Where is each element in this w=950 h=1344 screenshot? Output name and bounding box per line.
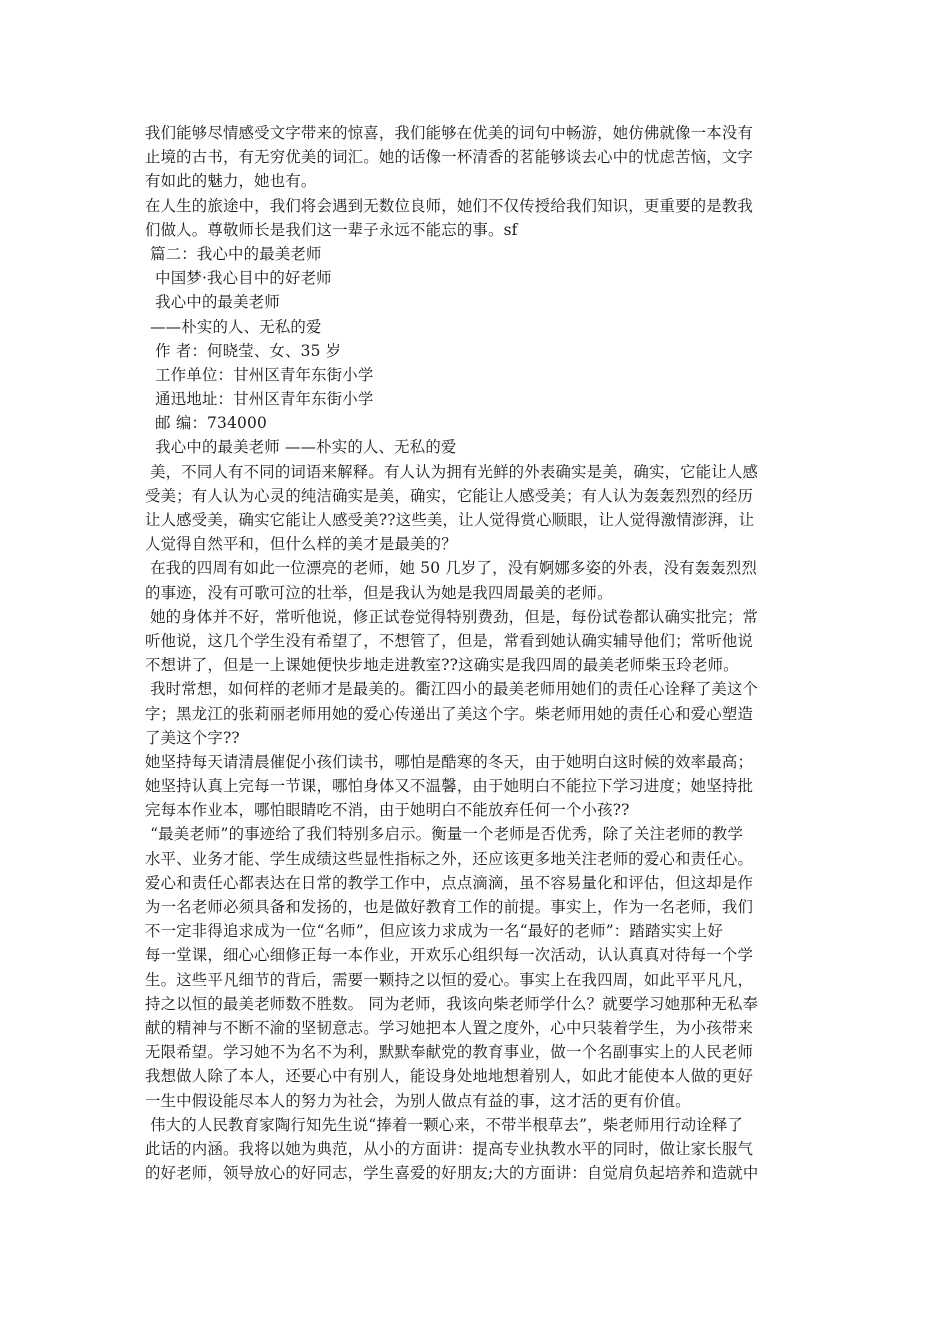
text-line: 中国梦·我心目中的好老师	[145, 269, 332, 288]
text-line: 她坚持每天请清晨催促小孩们读书，哪怕是酷寒的冬天，由于她明白这时候的效率最高；	[145, 752, 754, 771]
text-line: 她坚持认真上完每一节课，哪怕身体又不温馨，由于她明白不能拉下学习进度；她坚持批	[145, 777, 754, 796]
text-line: 不想讲了，但是一上课她便快步地走进教室??这确实是我四周的最美老师柴玉玲老师。	[145, 656, 739, 675]
text-line: 一生中假设能尽本人的努力为社会，为别人做点有益的事，这才活的更有价值。	[145, 1091, 691, 1110]
text-line: 在人生的旅途中，我们将会遇到无数位良师，她们不仅传授给我们知识，更重要的是教我	[145, 196, 754, 215]
text-line: 的好老师，领导放心的好同志，学生喜爱的好朋友;大的方面讲：自觉肩负起培养和造就中	[145, 1164, 759, 1183]
text-line: 的事迹，没有可歌可泣的壮举，但是我认为她是我四周最美的老师。	[145, 583, 613, 602]
text-line: 我想做人除了本人，还要心中有别人，能设身处地地想着别人，如此才能使本人做的更好	[145, 1067, 754, 1086]
text-line: 完每本作业本，哪怕眼睛吃不消，由于她明白不能放弃任何一个小孩??	[145, 801, 630, 820]
text-line: 让人感受美，确实它能让人感受美??这些美，让人觉得赏心顺眼，让人觉得激情澎湃，让	[145, 511, 755, 529]
text-line: 为一名老师必须具备和发扬的，也是做好教育工作的前提。事实上，作为一名老师，我们	[145, 898, 754, 916]
text-line: 篇二：我心中的最美老师	[145, 244, 322, 263]
text-line: 通迅地址：甘州区青年东街小学	[145, 390, 374, 409]
text-line: 无限希望。学习她不为名不为利，默默奉献党的教育事业，做一个名副事实上的人民老师	[145, 1043, 754, 1062]
text-line: 美，不同人有不同的词语来解释。有人认为拥有光鲜的外表确实是美，确实，它能让人感	[145, 462, 759, 481]
text-line: ——朴实的人、无私的爱	[145, 317, 322, 336]
text-line: 们做人。尊敬师长是我们这一辈子永远不能忘的事。sf	[145, 220, 518, 239]
text-line: 受美；有人认为心灵的纯洁确实是美，确实，它能让人感受美；有人认为轰轰烈烈的经历	[145, 486, 754, 505]
text-line: 爱心和责任心都表达在日常的教学工作中，点点滴滴，虽不容易量化和评估，但这却是作	[145, 873, 754, 892]
text-line: 我心中的最美老师 ——朴实的人、无私的爱	[145, 438, 457, 457]
text-line: 在我的四周有如此一位漂亮的老师，她 50 几岁了，没有婀娜多姿的外表，没有轰轰烈烈	[145, 559, 758, 578]
text-line: 持之以恒的最美老师数不胜数。 同为老师，我该向柴老师学什么？就要学习她那种无私奉	[145, 994, 759, 1013]
text-line: 作 者：何晓莹、女、35 岁	[145, 341, 342, 360]
text-line: 此话的内涵。我将以她为典范，从小的方面讲：提高专业执教水平的同时，做让家长服气	[145, 1139, 754, 1158]
text-line: 止境的古书，有无穷优美的词汇。她的话像一杯清香的茗能够谈去心中的忧虑苦恼，文字	[145, 148, 754, 167]
text-line: 字；黑龙江的张莉丽老师用她的爱心传递出了美这个字。柴老师用她的责任心和爱心塑造	[145, 704, 754, 723]
text-line: 不一定非得追求成为一位“名师”，但应该力求成为一名“最好的老师”：踏踏实实上好	[145, 922, 723, 941]
text-line: 有如此的魅力，她也有。	[145, 172, 317, 191]
text-line: 了美这个字??	[145, 728, 240, 747]
text-line: 生。这些平凡细节的背后，需要一颗持之以恒的爱心。事实上在我四周，如此平平凡凡，	[145, 970, 754, 989]
text-line: 邮 编：734000	[145, 414, 268, 433]
text-line: 我时常想，如何样的老师才是最美的。衢江四小的最美老师用她们的责任心诠释了美这个	[145, 680, 759, 699]
text-line: 我心中的最美老师	[145, 293, 280, 312]
document-body	[145, 121, 815, 1185]
text-line: 水平、业务才能、学生成绩这些显性指标之外，还应该更多地关注老师的爱心和责任心。	[145, 849, 754, 868]
text-line: 我们能够尽情感受文字带来的惊喜，我们能够在优美的词句中畅游，她仿佛就像一本没有	[145, 124, 754, 142]
text-line: 听他说，这几个学生没有希望了，不想管了，但是，常看到她认确实辅导他们；常听他说	[145, 631, 754, 650]
text-line: 她的身体并不好，常听他说，修正试卷觉得特别费劲，但是，每份试卷都认确实批完；常	[145, 607, 759, 626]
text-line: 伟大的人民教育家陶行知先生说“捧着一颗心来，不带半根草去”，柴老师用行动诠释了	[145, 1115, 744, 1134]
text-line: 每一堂课，细心心细修正每一本作业，开欢乐心组织每一次活动，认认真真对待每一个学	[145, 946, 754, 965]
text-line: 人觉得自然平和，但什么样的美才是最美的？	[145, 535, 457, 554]
text-line: 献的精神与不断不渝的坚韧意志。学习她把本人置之度外，心中只装着学生，为小孩带来	[145, 1018, 754, 1037]
text-line: “最美老师”的事迹给了我们特别多启示。衡量一个老师是否优秀，除了关注老师的教学	[145, 825, 744, 844]
text-line: 工作单位：甘州区青年东街小学	[145, 365, 374, 384]
